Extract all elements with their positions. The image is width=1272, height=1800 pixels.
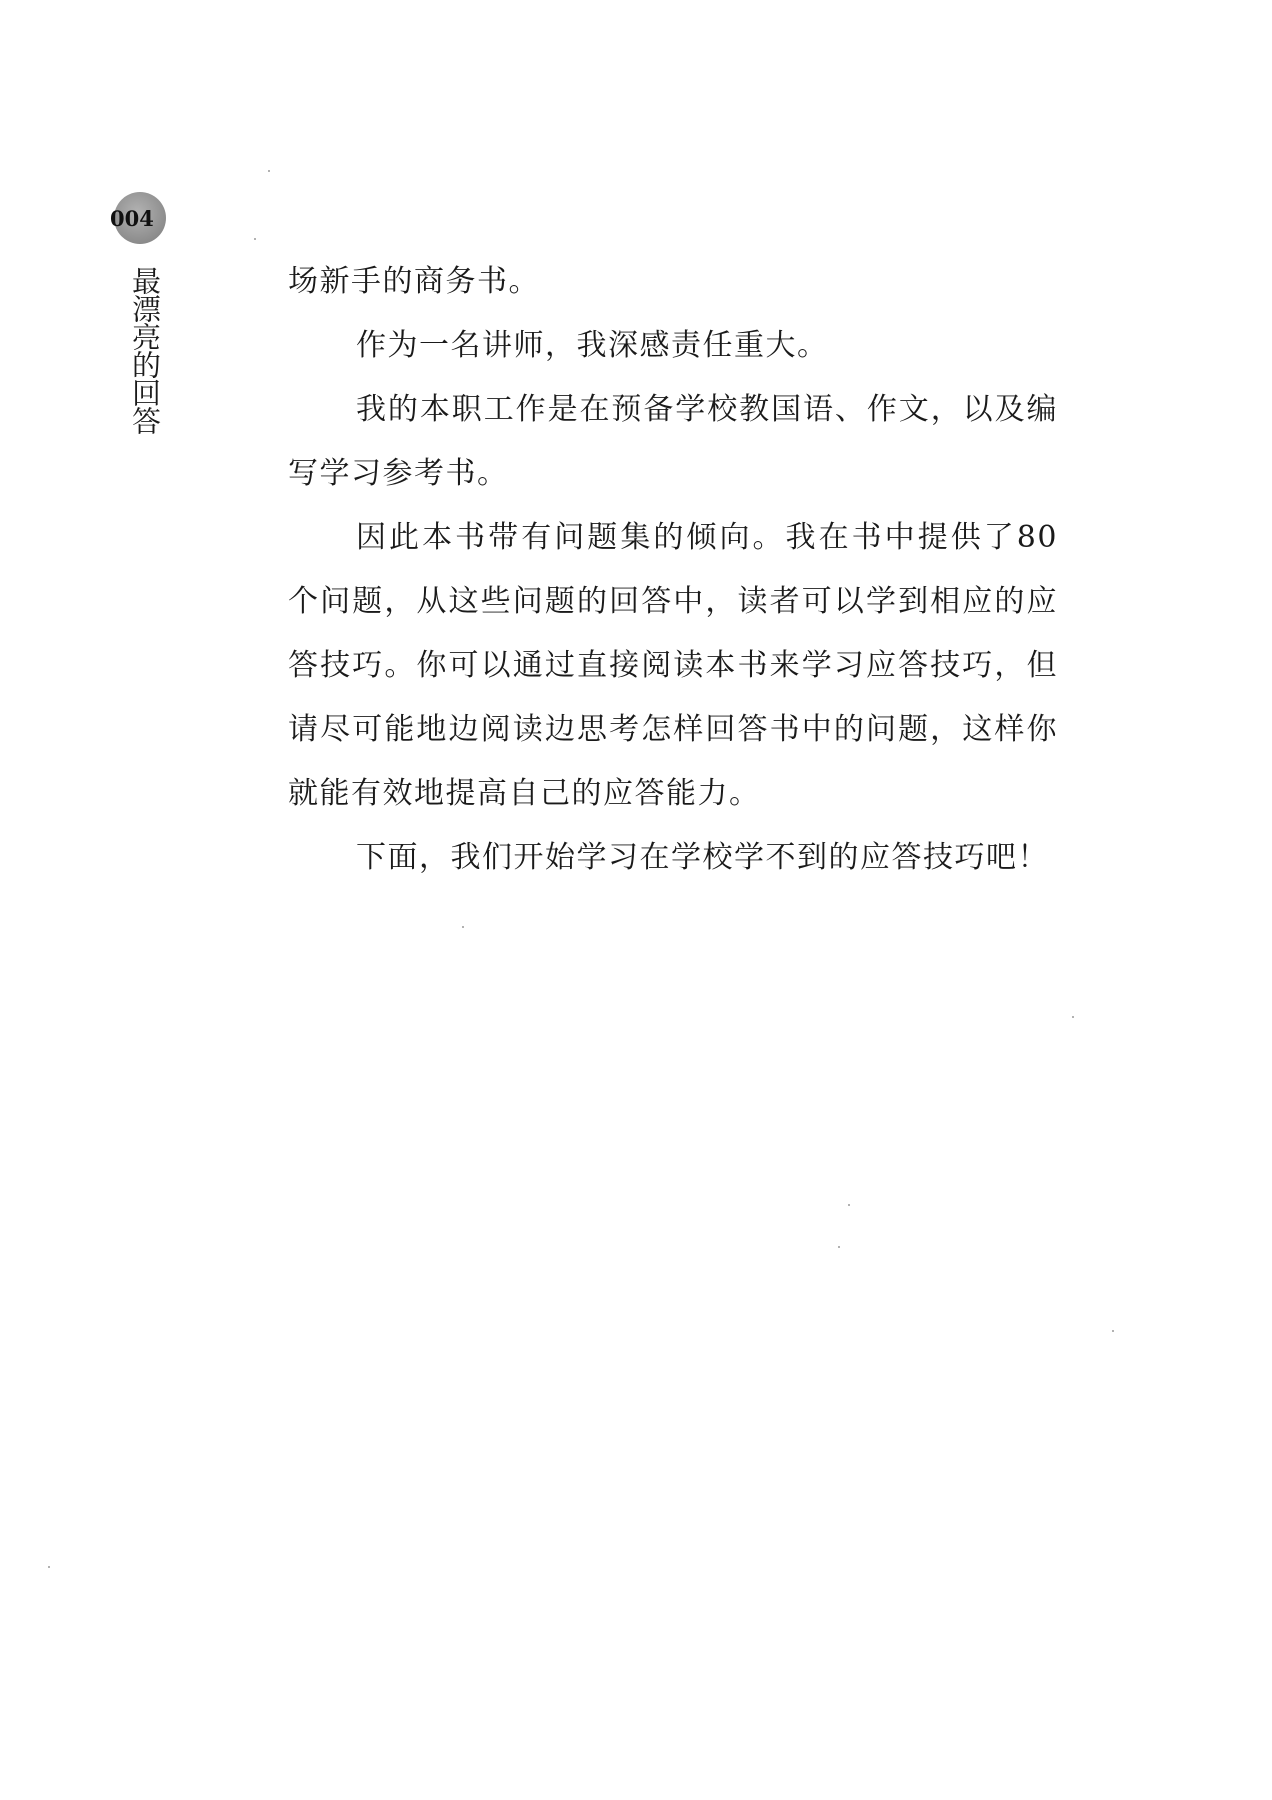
body-text xyxy=(288,250,1058,890)
scan-speck xyxy=(1112,1330,1114,1332)
scan-speck xyxy=(254,238,256,240)
scan-speck xyxy=(268,170,270,172)
scan-speck xyxy=(838,1246,840,1248)
scan-speck xyxy=(1072,1016,1074,1018)
running-title: 最漂亮的回答 xyxy=(128,266,162,434)
scan-speck xyxy=(848,1204,850,1206)
paragraph: 场新手的商务书。 xyxy=(288,264,540,299)
scan-speck xyxy=(462,926,464,928)
paragraph: 因此本书带有问题集的倾向。我在书中提供了80个问题，从这些问题的回答中，读者可以学到相应的应答技巧。你可以通过直接阅读本书来学习应答技巧，但请尽可能地边阅读边思考怎样回答书中的问题，这样你就能有效地提高自己的应答能力。 xyxy=(288,520,1058,811)
paragraph: 下面，我们开始学习在学校学不到的应答技巧吧！ xyxy=(356,840,1049,875)
scan-speck xyxy=(48,1566,50,1568)
paragraph: 作为一名讲师，我深感责任重大。 xyxy=(356,328,829,363)
paragraph: 我的本职工作是在预备学校教国语、作文，以及编写学习参考书。 xyxy=(288,392,1058,491)
page-number: 004 xyxy=(110,206,154,231)
